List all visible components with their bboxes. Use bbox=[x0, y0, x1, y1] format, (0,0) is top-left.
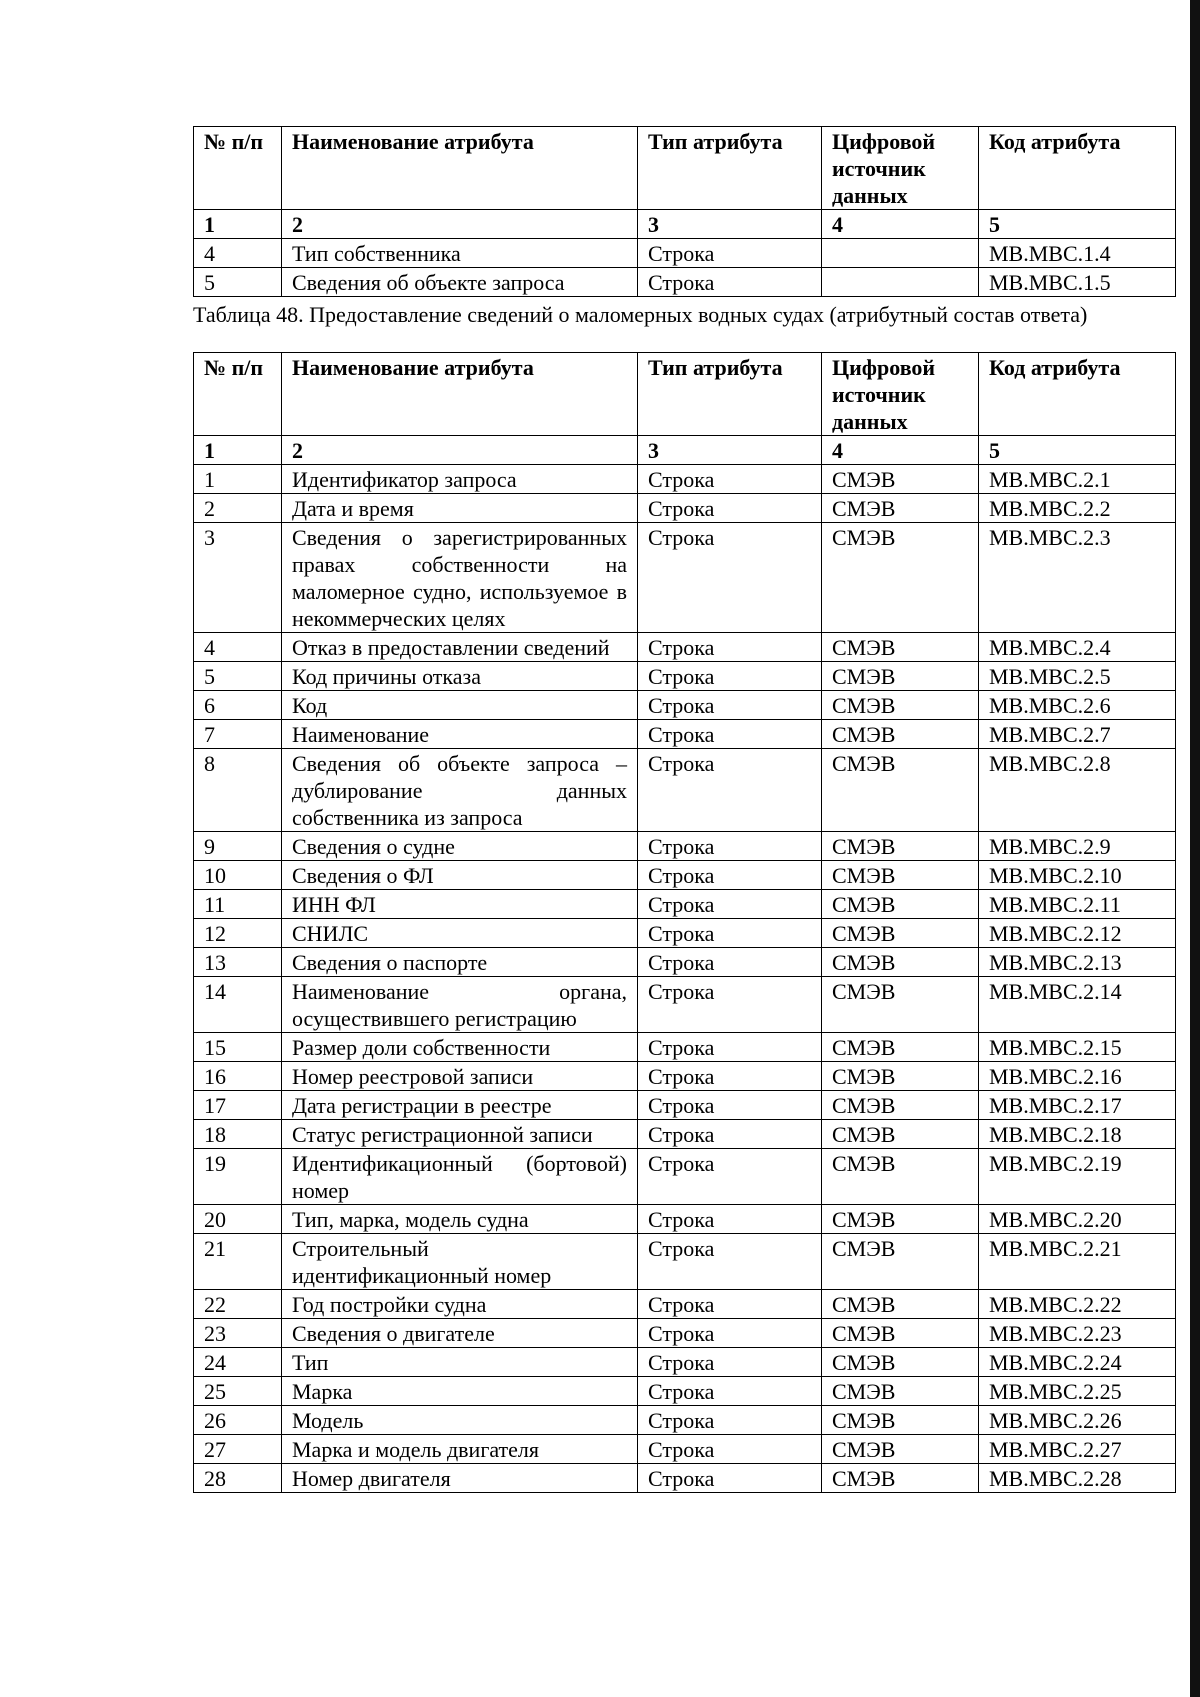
attribute-type-cell: Строка bbox=[638, 662, 822, 691]
row-number-cell: 25 bbox=[194, 1377, 282, 1406]
attribute-code-cell: МВ.МВС.2.6 bbox=[979, 691, 1176, 720]
row-number-cell: 6 bbox=[194, 691, 282, 720]
table-row bbox=[194, 948, 1176, 977]
attribute-name-cell: Код причины отказа bbox=[282, 662, 638, 691]
attribute-name-cell: Наименование bbox=[282, 720, 638, 749]
row-number-cell: 14 bbox=[194, 977, 282, 1033]
attribute-code-cell: МВ.МВС.2.25 bbox=[979, 1377, 1176, 1406]
attribute-code-cell: МВ.МВС.1.5 bbox=[979, 268, 1176, 297]
table-row bbox=[194, 633, 1176, 662]
attribute-type-cell: Строка bbox=[638, 633, 822, 662]
header-row bbox=[194, 353, 1176, 436]
data-source-cell: СМЭВ bbox=[822, 749, 979, 832]
attribute-type-cell: Строка bbox=[638, 239, 822, 268]
column-number: 5 bbox=[979, 210, 1176, 239]
attribute-name-cell: Дата и время bbox=[282, 494, 638, 523]
table-row bbox=[194, 1377, 1176, 1406]
data-source-cell: СМЭВ bbox=[822, 948, 979, 977]
table-row bbox=[194, 691, 1176, 720]
attribute-code-cell: МВ.МВС.2.13 bbox=[979, 948, 1176, 977]
column-number: 1 bbox=[194, 210, 282, 239]
attribute-type-cell: Строка bbox=[638, 465, 822, 494]
table-row bbox=[194, 268, 1176, 297]
row-number-cell: 4 bbox=[194, 633, 282, 662]
data-source-cell: СМЭВ bbox=[822, 633, 979, 662]
attribute-code-cell: МВ.МВС.2.26 bbox=[979, 1406, 1176, 1435]
table-row bbox=[194, 720, 1176, 749]
attribute-name-cell: Номер реестровой записи bbox=[282, 1062, 638, 1091]
attribute-type-cell: Строка bbox=[638, 1319, 822, 1348]
table-row bbox=[194, 1290, 1176, 1319]
attribute-code-cell: МВ.МВС.2.9 bbox=[979, 832, 1176, 861]
data-source-cell: СМЭВ bbox=[822, 662, 979, 691]
header-attribute-code: Код атрибута bbox=[979, 353, 1176, 436]
data-source-cell: СМЭВ bbox=[822, 494, 979, 523]
row-number-cell: 13 bbox=[194, 948, 282, 977]
column-number: 2 bbox=[282, 436, 638, 465]
table-row bbox=[194, 1091, 1176, 1120]
attribute-name-cell: Статус регистрационной записи bbox=[282, 1120, 638, 1149]
attribute-code-cell: МВ.МВС.2.3 bbox=[979, 523, 1176, 633]
header-number: № п/п bbox=[194, 353, 282, 436]
row-number-cell: 5 bbox=[194, 662, 282, 691]
table-row bbox=[194, 749, 1176, 832]
attribute-type-cell: Строка bbox=[638, 1149, 822, 1205]
header-data-source: Цифровой источник данных bbox=[822, 127, 979, 210]
header-attribute-code: Код атрибута bbox=[979, 127, 1176, 210]
attribute-type-cell: Строка bbox=[638, 720, 822, 749]
attribute-code-cell: МВ.МВС.2.22 bbox=[979, 1290, 1176, 1319]
data-source-cell: СМЭВ bbox=[822, 919, 979, 948]
attribute-name-cell: Сведения о зарегистрированных правах собственности на маломерное судно, используемое в некоммерческих целях bbox=[282, 523, 638, 633]
attribute-type-cell: Строка bbox=[638, 1062, 822, 1091]
attribute-code-cell: МВ.МВС.2.4 bbox=[979, 633, 1176, 662]
data-source-cell: СМЭВ bbox=[822, 1406, 979, 1435]
attribute-name-cell: Тип собственника bbox=[282, 239, 638, 268]
data-source-cell: СМЭВ bbox=[822, 720, 979, 749]
attribute-code-cell: МВ.МВС.2.12 bbox=[979, 919, 1176, 948]
data-source-cell: СМЭВ bbox=[822, 832, 979, 861]
header-attribute-type: Тип атрибута bbox=[638, 353, 822, 436]
attribute-code-cell: МВ.МВС.2.18 bbox=[979, 1120, 1176, 1149]
attribute-name-cell: Код bbox=[282, 691, 638, 720]
row-number-cell: 28 bbox=[194, 1464, 282, 1493]
attribute-code-cell: МВ.МВС.2.24 bbox=[979, 1348, 1176, 1377]
table-row bbox=[194, 890, 1176, 919]
attribute-code-cell: МВ.МВС.2.15 bbox=[979, 1033, 1176, 1062]
row-number-cell: 7 bbox=[194, 720, 282, 749]
table-row bbox=[194, 1348, 1176, 1377]
table-row bbox=[194, 1319, 1176, 1348]
attribute-code-cell: МВ.МВС.2.23 bbox=[979, 1319, 1176, 1348]
header-attribute-name: Наименование атрибута bbox=[282, 353, 638, 436]
data-source-cell: СМЭВ bbox=[822, 1234, 979, 1290]
attribute-type-cell: Строка bbox=[638, 1464, 822, 1493]
table-row bbox=[194, 1033, 1176, 1062]
attribute-type-cell: Строка bbox=[638, 890, 822, 919]
row-number-cell: 24 bbox=[194, 1348, 282, 1377]
attribute-code-cell: МВ.МВС.2.27 bbox=[979, 1435, 1176, 1464]
data-source-cell: СМЭВ bbox=[822, 1319, 979, 1348]
attribute-type-cell: Строка bbox=[638, 948, 822, 977]
attribute-type-cell: Строка bbox=[638, 691, 822, 720]
table-48-body bbox=[194, 436, 1176, 1493]
table-row bbox=[194, 523, 1176, 633]
data-source-cell: СМЭВ bbox=[822, 1033, 979, 1062]
attribute-name-cell: Строительный идентификационный номер bbox=[282, 1234, 638, 1290]
data-source-cell: СМЭВ bbox=[822, 1377, 979, 1406]
table-row bbox=[194, 494, 1176, 523]
attribute-name-cell: Сведения об объекте запроса bbox=[282, 268, 638, 297]
column-number: 2 bbox=[282, 210, 638, 239]
table-row bbox=[194, 832, 1176, 861]
attribute-type-cell: Строка bbox=[638, 1091, 822, 1120]
data-source-cell: СМЭВ bbox=[822, 523, 979, 633]
attribute-name-cell: Сведения о паспорте bbox=[282, 948, 638, 977]
attribute-type-cell: Строка bbox=[638, 1205, 822, 1234]
attribute-name-cell: Год постройки судна bbox=[282, 1290, 638, 1319]
row-number-cell: 9 bbox=[194, 832, 282, 861]
data-source-cell: СМЭВ bbox=[822, 1091, 979, 1120]
attribute-name-cell: Отказ в предоставлении сведений bbox=[282, 633, 638, 662]
header-row bbox=[194, 127, 1176, 210]
attribute-code-cell: МВ.МВС.2.5 bbox=[979, 662, 1176, 691]
attribute-name-cell: Сведения о двигателе bbox=[282, 1319, 638, 1348]
attribute-code-cell: МВ.МВС.2.19 bbox=[979, 1149, 1176, 1205]
row-number-cell: 17 bbox=[194, 1091, 282, 1120]
attribute-code-cell: МВ.МВС.2.14 bbox=[979, 977, 1176, 1033]
attribute-type-cell: Строка bbox=[638, 1290, 822, 1319]
row-number-cell: 11 bbox=[194, 890, 282, 919]
attribute-name-cell: Модель bbox=[282, 1406, 638, 1435]
attribute-name-cell: Марка и модель двигателя bbox=[282, 1435, 638, 1464]
attribute-name-cell: Тип, марка, модель судна bbox=[282, 1205, 638, 1234]
table-48-container bbox=[193, 352, 1175, 1493]
attribute-type-cell: Строка bbox=[638, 1234, 822, 1290]
attribute-code-cell: МВ.МВС.2.28 bbox=[979, 1464, 1176, 1493]
data-source-cell bbox=[822, 239, 979, 268]
attribute-type-cell: Строка bbox=[638, 1033, 822, 1062]
data-source-cell: СМЭВ bbox=[822, 1435, 979, 1464]
attribute-type-cell: Строка bbox=[638, 832, 822, 861]
attribute-code-cell: МВ.МВС.2.10 bbox=[979, 861, 1176, 890]
attribute-name-cell: Дата регистрации в реестре bbox=[282, 1091, 638, 1120]
data-source-cell: СМЭВ bbox=[822, 1348, 979, 1377]
attribute-type-cell: Строка bbox=[638, 1406, 822, 1435]
data-source-cell: СМЭВ bbox=[822, 1149, 979, 1205]
header-data-source: Цифровой источник данных bbox=[822, 353, 979, 436]
attribute-type-cell: Строка bbox=[638, 1120, 822, 1149]
table-row bbox=[194, 465, 1176, 494]
attribute-type-cell: Строка bbox=[638, 977, 822, 1033]
data-source-cell: СМЭВ bbox=[822, 465, 979, 494]
column-number: 3 bbox=[638, 210, 822, 239]
attribute-type-cell: Строка bbox=[638, 861, 822, 890]
header-number: № п/п bbox=[194, 127, 282, 210]
row-number-cell: 26 bbox=[194, 1406, 282, 1435]
data-source-cell: СМЭВ bbox=[822, 1120, 979, 1149]
table-row bbox=[194, 919, 1176, 948]
column-number: 5 bbox=[979, 436, 1176, 465]
attribute-code-cell: МВ.МВС.2.17 bbox=[979, 1091, 1176, 1120]
attribute-code-cell: МВ.МВС.2.8 bbox=[979, 749, 1176, 832]
table-row bbox=[194, 1062, 1176, 1091]
attribute-name-cell: Наименование органа, осуществившего регистрацию bbox=[282, 977, 638, 1033]
data-source-cell: СМЭВ bbox=[822, 1290, 979, 1319]
row-number-cell: 16 bbox=[194, 1062, 282, 1091]
table-48-caption: Таблица 48. Предоставление сведений о маломерных водных судах (атрибутный состав ответа) bbox=[193, 302, 1088, 327]
row-number-cell: 8 bbox=[194, 749, 282, 832]
row-number-cell: 22 bbox=[194, 1290, 282, 1319]
table-1-body bbox=[194, 210, 1176, 297]
attribute-name-cell: Идентификационный (бортовой) номер bbox=[282, 1149, 638, 1205]
attribute-name-cell: СНИЛС bbox=[282, 919, 638, 948]
table-row bbox=[194, 1205, 1176, 1234]
table-row bbox=[194, 1464, 1176, 1493]
attribute-name-cell: Сведения об объекте запроса – дублирование данных собственника из запроса bbox=[282, 749, 638, 832]
attribute-name-cell: Сведения о ФЛ bbox=[282, 861, 638, 890]
row-number-cell: 27 bbox=[194, 1435, 282, 1464]
row-number-cell: 4 bbox=[194, 239, 282, 268]
attribute-type-cell: Строка bbox=[638, 268, 822, 297]
scan-edge-border bbox=[1190, 0, 1200, 1697]
attribute-name-cell: Размер доли собственности bbox=[282, 1033, 638, 1062]
attribute-code-cell: МВ.МВС.2.11 bbox=[979, 890, 1176, 919]
attribute-code-cell: МВ.МВС.2.21 bbox=[979, 1234, 1176, 1290]
table-row bbox=[194, 1406, 1176, 1435]
row-number-cell: 1 bbox=[194, 465, 282, 494]
row-number-cell: 21 bbox=[194, 1234, 282, 1290]
column-numbering-row bbox=[194, 436, 1176, 465]
data-source-cell: СМЭВ bbox=[822, 861, 979, 890]
attribute-code-cell: МВ.МВС.2.16 bbox=[979, 1062, 1176, 1091]
attribute-code-cell: МВ.МВС.2.1 bbox=[979, 465, 1176, 494]
attribute-code-cell: МВ.МВС.2.7 bbox=[979, 720, 1176, 749]
header-attribute-name: Наименование атрибута bbox=[282, 127, 638, 210]
table-1-container bbox=[193, 126, 1175, 297]
attribute-name-cell: Сведения о судне bbox=[282, 832, 638, 861]
attribute-type-cell: Строка bbox=[638, 1348, 822, 1377]
header-attribute-type: Тип атрибута bbox=[638, 127, 822, 210]
data-source-cell: СМЭВ bbox=[822, 1464, 979, 1493]
attribute-table-1 bbox=[193, 126, 1176, 297]
data-source-cell: СМЭВ bbox=[822, 1205, 979, 1234]
table-row bbox=[194, 1435, 1176, 1464]
row-number-cell: 2 bbox=[194, 494, 282, 523]
data-source-cell: СМЭВ bbox=[822, 691, 979, 720]
column-number: 4 bbox=[822, 436, 979, 465]
attribute-table-48 bbox=[193, 352, 1176, 1493]
attribute-type-cell: Строка bbox=[638, 1435, 822, 1464]
data-source-cell: СМЭВ bbox=[822, 1062, 979, 1091]
row-number-cell: 3 bbox=[194, 523, 282, 633]
table-row bbox=[194, 662, 1176, 691]
attribute-name-cell: Марка bbox=[282, 1377, 638, 1406]
row-number-cell: 12 bbox=[194, 919, 282, 948]
attribute-type-cell: Строка bbox=[638, 749, 822, 832]
column-number: 1 bbox=[194, 436, 282, 465]
attribute-type-cell: Строка bbox=[638, 523, 822, 633]
table-row bbox=[194, 977, 1176, 1033]
attribute-code-cell: МВ.МВС.2.20 bbox=[979, 1205, 1176, 1234]
row-number-cell: 23 bbox=[194, 1319, 282, 1348]
attribute-name-cell: Тип bbox=[282, 1348, 638, 1377]
row-number-cell: 5 bbox=[194, 268, 282, 297]
attribute-name-cell: Номер двигателя bbox=[282, 1464, 638, 1493]
attribute-name-cell: Идентификатор запроса bbox=[282, 465, 638, 494]
table-row bbox=[194, 861, 1176, 890]
column-number: 4 bbox=[822, 210, 979, 239]
attribute-code-cell: МВ.МВС.2.2 bbox=[979, 494, 1176, 523]
row-number-cell: 18 bbox=[194, 1120, 282, 1149]
column-number: 3 bbox=[638, 436, 822, 465]
attribute-type-cell: Строка bbox=[638, 919, 822, 948]
attribute-code-cell: МВ.МВС.1.4 bbox=[979, 239, 1176, 268]
row-number-cell: 15 bbox=[194, 1033, 282, 1062]
table-row bbox=[194, 1149, 1176, 1205]
data-source-cell: СМЭВ bbox=[822, 890, 979, 919]
attribute-type-cell: Строка bbox=[638, 494, 822, 523]
table-row bbox=[194, 1234, 1176, 1290]
data-source-cell bbox=[822, 268, 979, 297]
table-row bbox=[194, 1120, 1176, 1149]
column-numbering-row bbox=[194, 210, 1176, 239]
data-source-cell: СМЭВ bbox=[822, 977, 979, 1033]
row-number-cell: 19 bbox=[194, 1149, 282, 1205]
table-row bbox=[194, 239, 1176, 268]
attribute-name-cell: ИНН ФЛ bbox=[282, 890, 638, 919]
row-number-cell: 10 bbox=[194, 861, 282, 890]
attribute-type-cell: Строка bbox=[638, 1377, 822, 1406]
row-number-cell: 20 bbox=[194, 1205, 282, 1234]
